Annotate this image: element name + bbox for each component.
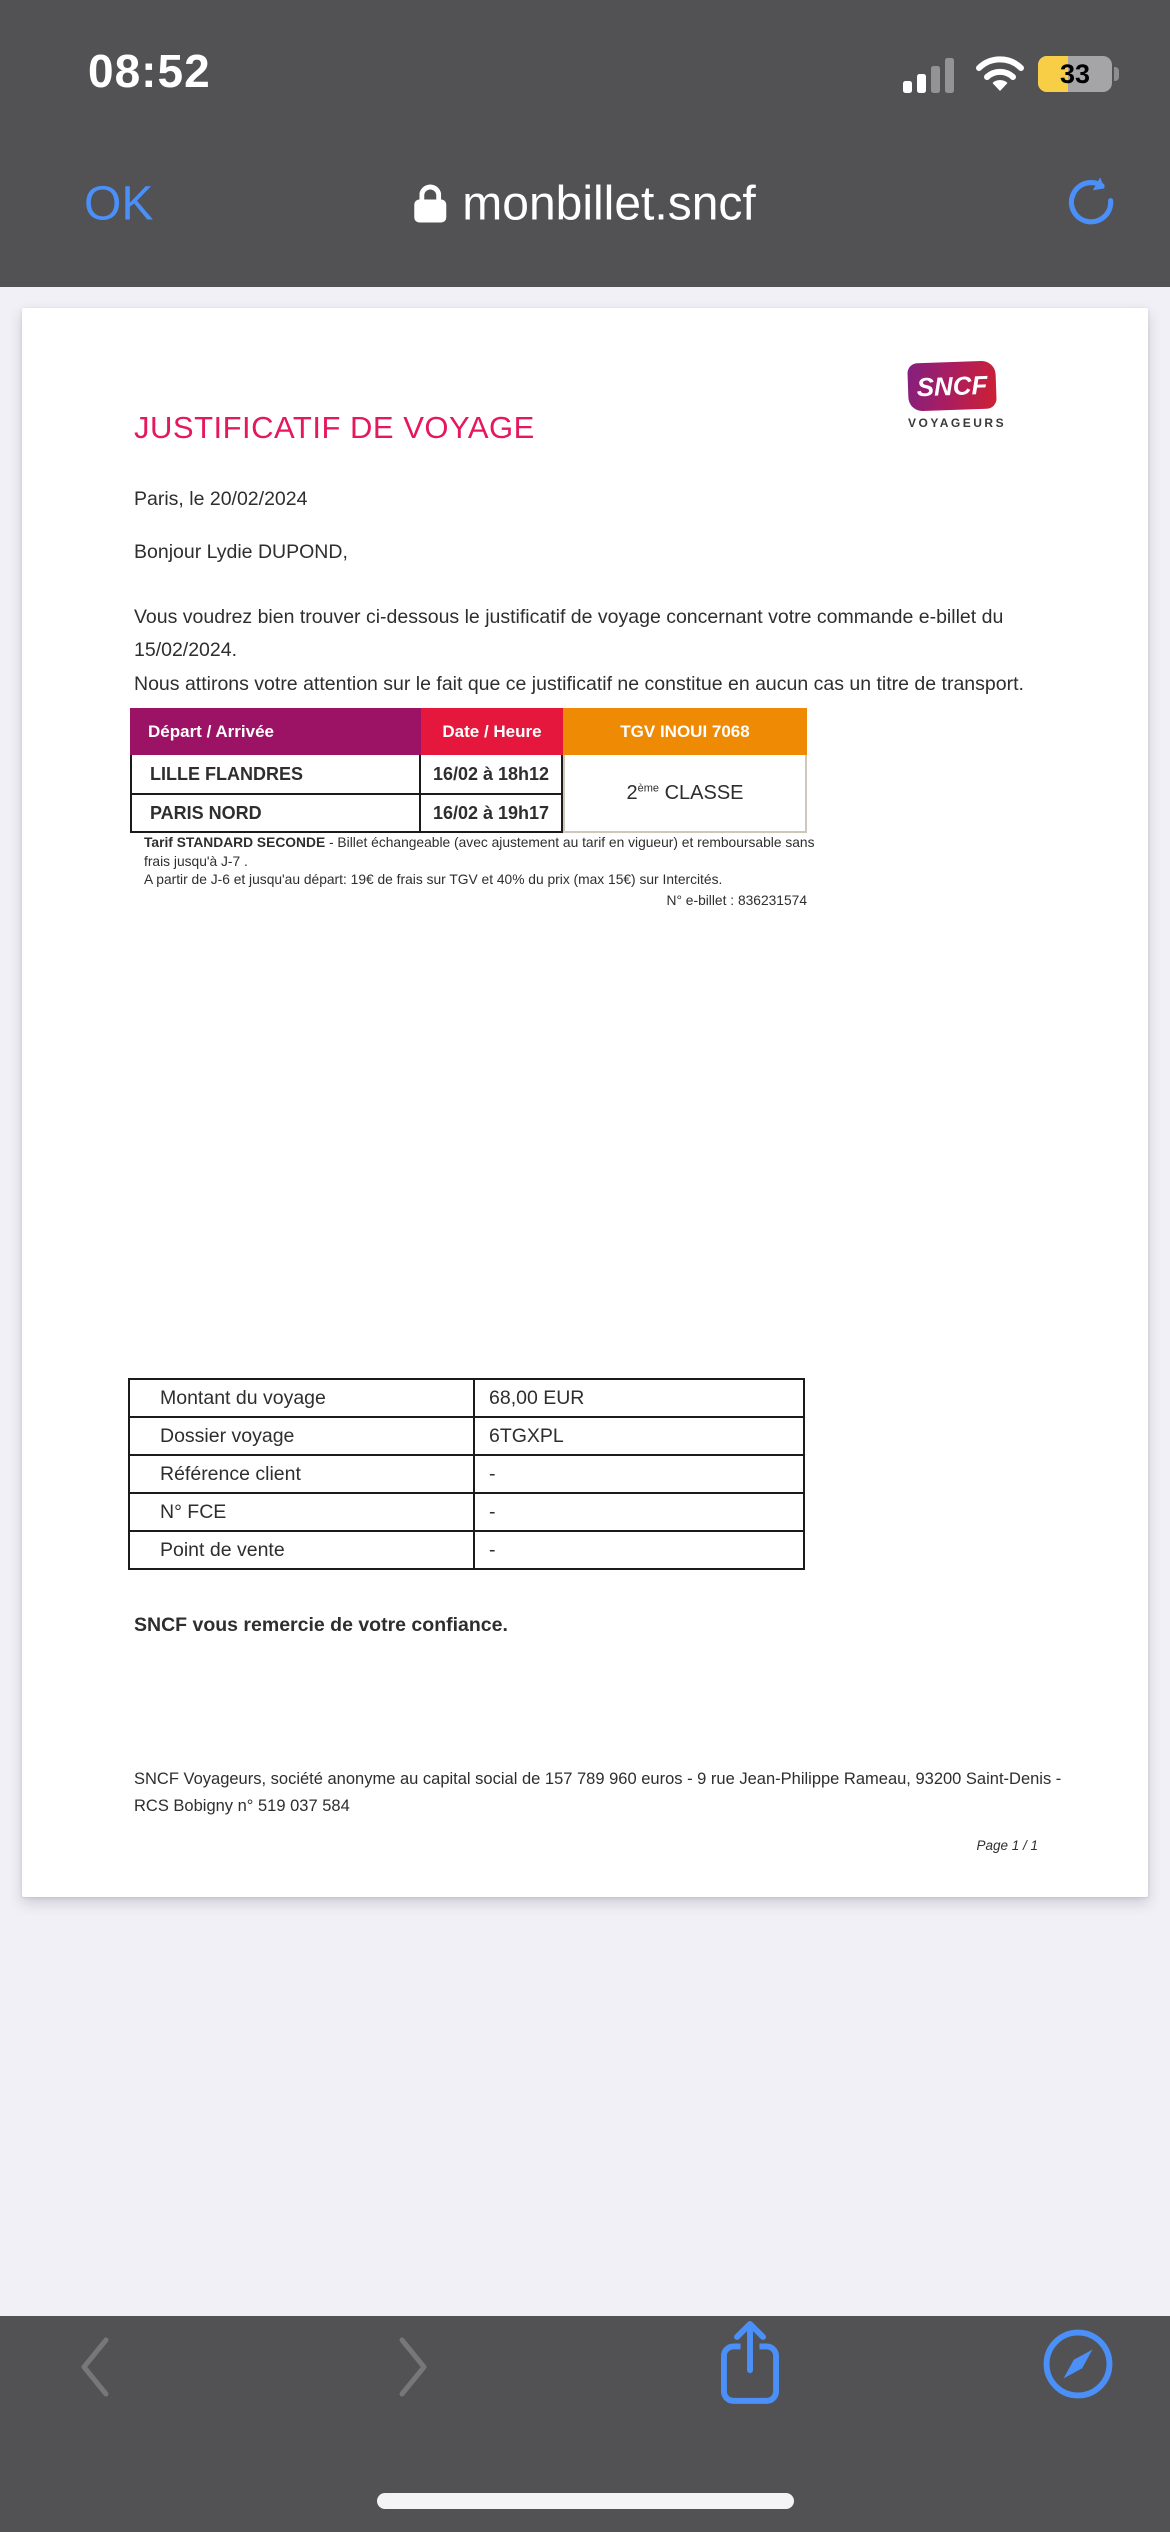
address-title[interactable]	[414, 176, 755, 231]
compass-icon	[1040, 2326, 1116, 2402]
wifi-icon	[975, 55, 1025, 98]
summary-value: 6TGXPL	[474, 1417, 804, 1455]
table-row	[129, 1455, 804, 1493]
journey-table-header	[130, 708, 807, 755]
share-icon	[712, 2318, 788, 2408]
sncf-logo-mark	[907, 360, 997, 411]
ebillet-number: N° e-billet : 836231574	[666, 893, 807, 908]
journey-table	[130, 708, 807, 833]
summary-value: -	[474, 1455, 804, 1493]
lock-icon	[414, 185, 446, 223]
date-line: Paris, le 20/02/2024	[134, 488, 308, 510]
table-row	[129, 1417, 804, 1455]
summary-value: -	[474, 1493, 804, 1531]
page-indicator: Page 1 / 1	[976, 1838, 1038, 1853]
back-button[interactable]	[70, 2334, 120, 2403]
departure-datetime: 16/02 à 18h12	[432, 763, 550, 784]
summary-label: Dossier voyage	[129, 1417, 474, 1455]
summary-label: Référence client	[129, 1455, 474, 1493]
tariff-conditions: Tarif STANDARD SECONDE - Billet échangeable (avec ajustement au tarif en vigueur) et remboursable sans frais jusqu'à J-7 . A partir de J-6 et jusqu'au départ: 19€ de frais sur TGV et 40% du prix (max 15€) sur Intercités.	[144, 834, 816, 890]
journey-rows	[130, 755, 563, 833]
share-button[interactable]	[712, 2318, 788, 2411]
sncf-logo-subtitle: VOYAGEURS	[908, 416, 1007, 430]
summary-label: Point de vente	[129, 1531, 474, 1569]
table-row	[132, 755, 561, 793]
battery-icon	[1038, 56, 1112, 92]
summary-label: Montant du voyage	[129, 1379, 474, 1417]
arrival-datetime: 16/02 à 19h17	[432, 802, 550, 823]
departure-station: LILLE FLANDRES	[132, 755, 421, 793]
forward-button[interactable]	[388, 2334, 438, 2403]
pdf-document-page	[22, 308, 1148, 1897]
warning-paragraph: Nous attirons votre attention sur le fait que ce justificatif ne constitue en aucun cas un titre de transport.	[134, 673, 1024, 695]
refresh-button[interactable]	[1064, 175, 1118, 232]
chevron-right-icon	[388, 2334, 438, 2400]
sncf-logo-text: SNCF	[916, 369, 988, 402]
summary-table	[128, 1378, 805, 1570]
open-in-safari-button[interactable]	[1040, 2326, 1116, 2405]
top-chrome	[0, 0, 1170, 287]
greeting: Bonjour Lydie DUPOND,	[134, 541, 348, 563]
ok-button[interactable]: OK	[84, 177, 154, 230]
home-indicator[interactable]	[377, 2493, 794, 2509]
table-row	[129, 1493, 804, 1531]
tariff-fees-line: A partir de J-6 et jusqu'au départ: 19€ de frais sur TGV et 40% du prix (max 15€) sur Intercités.	[144, 872, 723, 887]
summary-value: -	[474, 1531, 804, 1569]
cellular-signal-icon	[903, 57, 959, 93]
sncf-logo	[908, 362, 1007, 430]
intro-paragraph: Vous voudrez bien trouver ci-dessous le justificatif de voyage concernant votre commande e-billet du 15/02/2024.	[134, 606, 1004, 661]
header-train-number: TGV INOUI 7068	[563, 708, 807, 755]
table-row	[129, 1531, 804, 1569]
status-time: 08:52	[88, 45, 211, 97]
bottom-toolbar	[0, 2316, 1170, 2532]
chevron-left-icon	[70, 2334, 120, 2400]
nav-bar	[0, 120, 1170, 287]
travel-class-cell: 2ème CLASSE	[563, 755, 807, 833]
table-row	[129, 1379, 804, 1417]
header-date-heure: Date / Heure	[421, 708, 563, 755]
arrival-station: PARIS NORD	[132, 795, 421, 831]
summary-label: N° FCE	[129, 1493, 474, 1531]
legal-footer: SNCF Voyageurs, société anonyme au capital social de 157 789 960 euros - 9 rue Jean-Philippe Rameau, 93200 Saint-Denis - RCS Bobigny n° 519 037 584	[134, 1770, 1062, 1815]
battery-nub	[1114, 67, 1119, 81]
refresh-icon	[1064, 175, 1118, 229]
summary-value: 68,00 EUR	[474, 1379, 804, 1417]
document-title: JUSTIFICATIF DE VOYAGE	[134, 410, 535, 445]
header-depart-arrivee: Départ / Arrivée	[130, 708, 421, 755]
table-row	[132, 793, 561, 831]
thanks-line: SNCF vous remercie de votre confiance.	[134, 1614, 508, 1636]
tariff-name: Tarif STANDARD SECONDE	[144, 835, 326, 850]
battery-percent: 33	[1059, 58, 1091, 89]
url-text: monbillet.sncf	[462, 177, 756, 230]
